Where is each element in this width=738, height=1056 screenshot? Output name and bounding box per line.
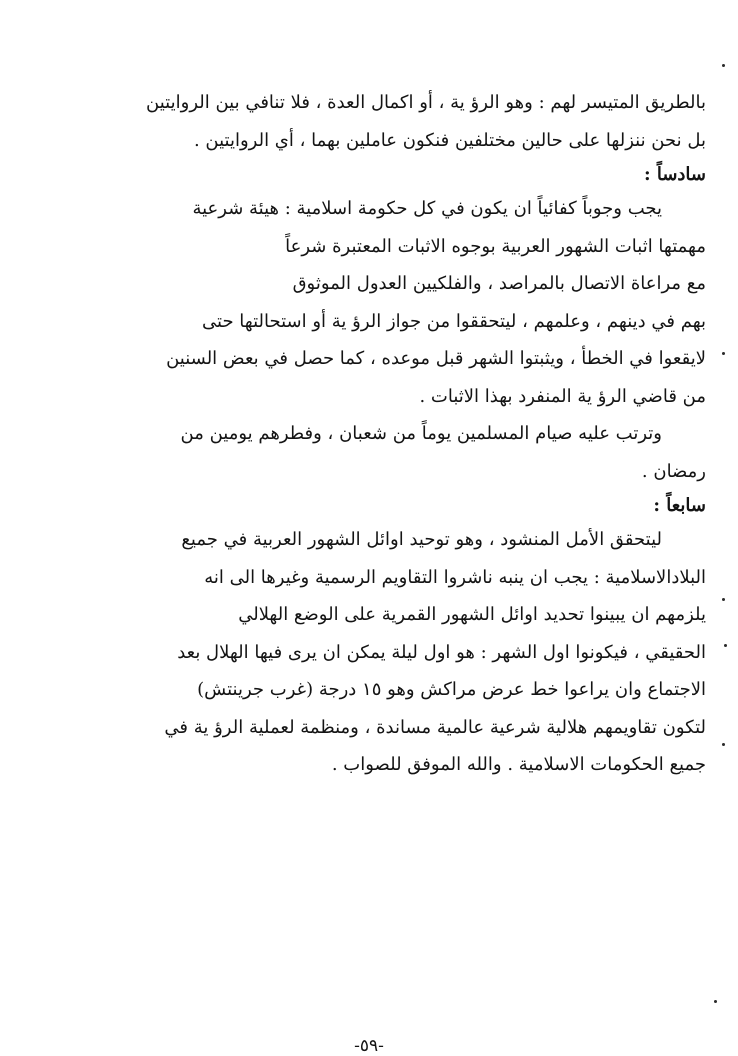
scan-speck <box>722 64 725 67</box>
text-line: بل نحن ننزلها على حالين مختلفين فنكون عاملين بهما ، أي الروايتين . <box>193 129 706 151</box>
text-line: وترتب عليه صيام المسلمين يوماً من شعبان ، وفطرهم يومين من <box>180 423 662 444</box>
scan-speck <box>724 644 727 647</box>
scan-speck <box>722 743 725 746</box>
section-heading-sixth: سادساً : <box>643 164 706 185</box>
text-line: ليتحقق الأمل المنشود ، وهو توحيد اوائل الشهور العربية في جميع <box>181 529 662 550</box>
page-number: -٥٩- <box>354 1036 384 1056</box>
text-line: جميع الحكومات الاسلامية . والله الموفق للصواب . <box>331 754 706 775</box>
section-heading-seventh: سابعاً : <box>653 495 706 516</box>
text-line: يلزمهم ان يبينوا تحديد اوائل الشهور القمرية على الوضع الهلالي <box>238 604 706 625</box>
text-line: البلادالاسلامية : يجب ان ينبه ناشروا التقاويم الرسمية وغيرها الى انه <box>204 566 706 588</box>
text-line: بالطريق المتيسر لهم : وهو الرؤ ية ، أو اكمال العدة ، فلا تنافي بين الروايتين <box>146 92 706 113</box>
text-line: مع مراعاة الاتصال بالمراصد ، والفلكيين العدول الموثوق <box>292 273 706 294</box>
text-line: رمضان . <box>641 460 706 482</box>
text-line: يجب وجوباً كفائياً ان يكون في كل حكومة اسلامية : هيئة شرعية <box>192 198 662 219</box>
text-line: من قاضي الرؤ ية المنفرد بهذا الاثبات . <box>419 385 706 407</box>
text-line: الاجتماع وان يراعوا خط عرض مراكش وهو ١٥ درجة (غرب جرينتش) <box>197 679 706 700</box>
scan-speck <box>714 1000 717 1003</box>
text-line: بهم في دينهم ، وعلمهم ، ليتحققوا من جواز الرؤ ية أو استحالتها حتى <box>202 310 706 332</box>
scan-speck <box>722 352 725 355</box>
text-line: مهمتها اثبات الشهور العربية بوجوه الاثبات المعتبرة شرعاً <box>285 235 706 257</box>
text-line: الحقيقي ، فيكونوا اول الشهر : هو اول ليلة يمكن ان يرى فيها الهلال بعد <box>177 641 706 663</box>
scan-speck <box>722 598 725 601</box>
text-line: لتكون تقاويمهم هلالية شرعية عالمية مساندة ، ومنظمة لعملية الرؤ ية في <box>164 716 706 738</box>
text-line: لايقعوا في الخطأ ، ويثبتوا الشهر قبل موعده ، كما حصل في بعض السنين <box>166 348 706 369</box>
page-body <box>96 84 706 784</box>
